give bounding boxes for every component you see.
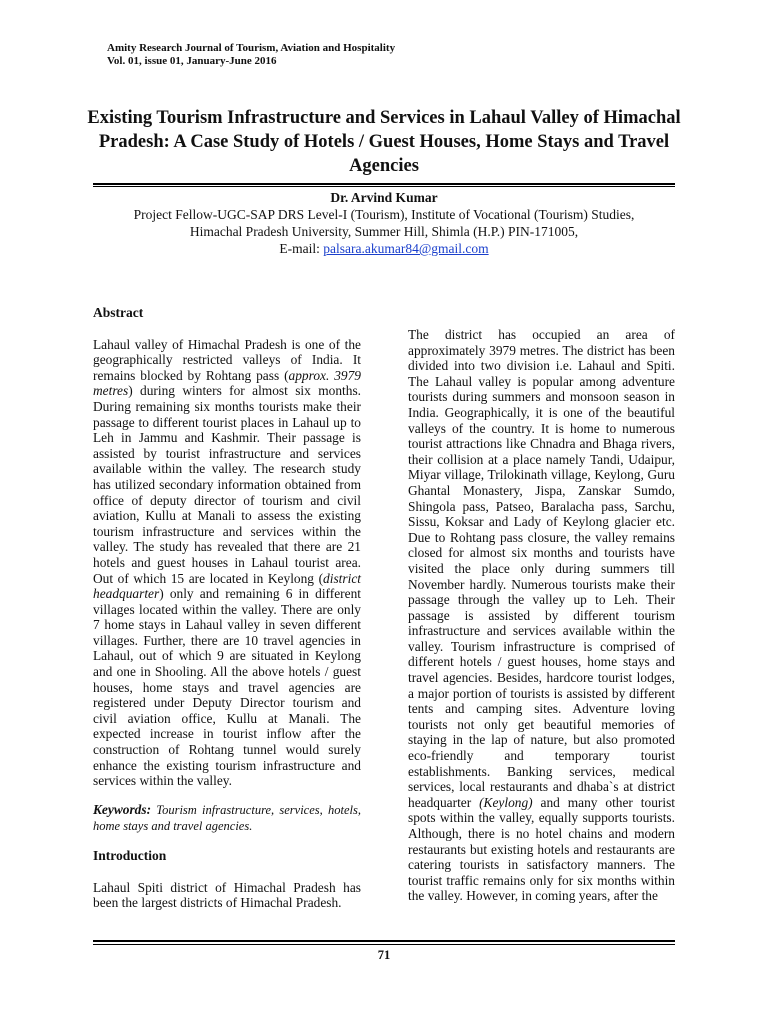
keywords [93, 802, 361, 835]
left-column [93, 305, 361, 911]
page-number: 71 [377, 948, 391, 962]
right-column [408, 327, 675, 904]
right-text-1: The district has occupied an area of approximately 3979 metres. The district has been divided into two division i.e. Lahaul and Spiti. The Lahaul valley is popular among adventure tourists during summers and monsoon season in India. Geographically, it is one of the beautiful valleys of the country. It is home to numerous tourist attractions like Chnadra and Bhaga rivers, their collision at a place namely Tandi, Udaipur, Miyar village, Trilokinath village, Keylong, Guru Ghantal Monastery, Jispa, Zanskar Sumdo, Shingola pass, Patseo, Baralacha pass, Sarchu, Sissu, Koksar and Lady of Keylong glacier etc. Due to Rohtang pass closure, the valley remains closed for almost six months and tourists have visited the place only during summers till November hardly. Numerous tourists make their passage through the valley up to Leh. Their passage is assisted by different tourism infrastructure and services available within the valley. Tourism infrastructure is comprised of different hotels / guest houses, home stays and travel agencies. Besides, hardcore tourist lodges, a major portion of tourists is assisted by different tents and camping sites. Adventure loving tourists not only get beautiful memories of staying in the lap of nature, but also promoted eco-friendly and temporary tourist establishments. Banking services, medical services, local restaurants and dhaba`s at district headquarter [408, 327, 675, 810]
abstract-text-3: ) only and remaining 6 in different villages located within the valley. There are only 7 home stays in Lahaul valley in seven different villages. Further, there are 10 travel agencies in Lahaul, out of which 9 are situated in Keylong and one in Shooling. All the above hotels / guest houses, home stays and travel agencies are registered under Deputy Director tourism and civil aviation office, Kullu at Manali. The expected increase in tourist inflow after the construction of Rohtang tunnel would surely enhance the existing tourism infrastructure and services within the valley. [93, 586, 361, 789]
author-affiliation-1: Project Fellow-UGC-SAP DRS Level-I (Tourism), Institute of Vocational (Tourism) Studies, [133, 207, 635, 222]
right-column-paragraph [408, 327, 675, 904]
keywords-label: Keywords: [93, 801, 152, 817]
footer-rule-thick [93, 940, 675, 942]
author-email-line [60, 240, 708, 257]
title-rule-thin [93, 186, 675, 187]
abstract-italic-2: district headquarter [93, 570, 361, 602]
journal-header [107, 42, 395, 68]
abstract-paragraph [93, 337, 361, 789]
author-block [60, 189, 708, 257]
abstract-text-2: ) during winters for almost six months. During remaining six months tourists make their passage to different tourist places in Lahaul up to Leh in Jammu and Kashmir. Their passage is assisted by tourist infrastructure and services available within the valley. The research study has utilized secondary information obtained from office of deputy director of tourism and civil aviation, Kullu at Manali to assess the existing tourism infrastructure and services within the valley. The study has revealed that there are 21 hotels and guest houses in Lahaul tourist area. Out of which 15 are located in Keylong ( [93, 383, 361, 586]
paper-title: Existing Tourism Infrastructure and Services in Lahaul Valley of Himachal Pradesh: A Case Study of Hotels / Guest Houses, Home Stays and Travel Agencies [87, 108, 681, 176]
abstract-heading: Abstract [93, 305, 144, 320]
introduction-heading: Introduction [93, 848, 167, 863]
keywords-text: Tourism infrastructure, services, hotels, home stays and travel agencies. [93, 802, 361, 834]
journal-issue: Vol. 01, issue 01, January-June 2016 [107, 55, 277, 67]
author-name: Dr. Arvind Kumar [330, 190, 438, 205]
right-italic-keylong: (Keylong) [479, 794, 533, 810]
title-rule-thick [93, 183, 675, 185]
introduction-paragraph: Lahaul Spiti district of Himachal Pradesh has been the largest districts of Himachal Pradesh. [93, 879, 361, 911]
abstract-italic-1: approx. 3979 metres [93, 367, 361, 399]
right-text-2: and many other tourist spots within the valley, equally supports tourists. Although, there is no hotel chains and modern restaurants but existing hotels and restaurants are catering tourists in satisfactory manners. The tourist traffic remains only for six months within the valley. However, in coming years, after the [408, 794, 676, 904]
author-affiliation-2: Himachal Pradesh University, Summer Hill, Shimla (H.P.) PIN-171005, [189, 224, 579, 239]
footer-rule-thin [93, 944, 675, 945]
email-label: E-mail: [279, 241, 324, 256]
abstract-text-1: Lahaul valley of Himachal Pradesh is one of the geographically restricted valleys of India. It remains blocked by Rohtang pass ( [93, 336, 361, 383]
email-link[interactable]: palsara.akumar84@gmail.com [323, 241, 489, 256]
journal-name: Amity Research Journal of Tourism, Aviation and Hospitality [107, 42, 396, 54]
